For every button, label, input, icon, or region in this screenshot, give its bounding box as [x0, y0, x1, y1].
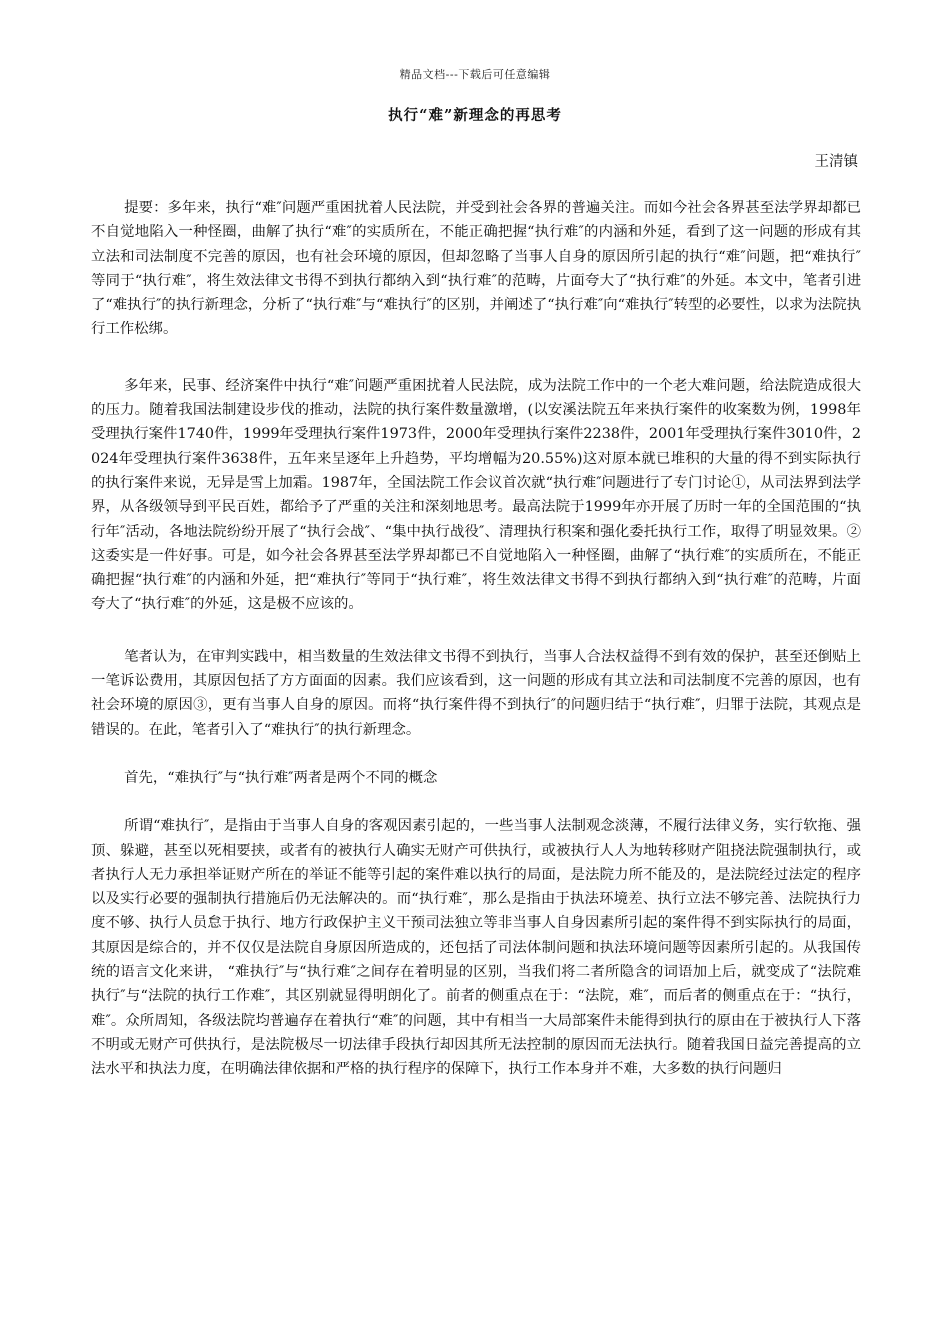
- body-paragraph: 所谓“难执行″，是指由于当事人自身的客观因素引起的，一些当事人法制观念淡薄，不履行法律义务，实行软拖、强顶、躲避，甚至以死相要挟，或者有的被执行人确实无财产可供执行，或被执行人人为地转移财产阻挠法院强制执行，或者执行人无力承担举证财产所在的举证不能等引起的案件难以执行的局面，是法院力所不能及的，是法院经过法定的程序以及实行必要的强制执行措施后仍无法解决的。而“执行难″，那么是指由于执法环境差、执行立法不够完善、法院执行力度不够、执行人员怠于执行、地方行政保护主义干预司法独立等非当事人自身因素所引起的案件得不到实际执行的局面，其原因是综合的，并不仅仅是法院自身原因所造成的，还包括了司法体制问题和执法环境问题等因素所引起的。从我国传统的语言文化来讲， “难执行″与“执行难″之间存在着明显的区别，当我们将二者所隐含的词语加上后，就变成了“法院难执行″与“法院的执行工作难″，其区别就显得明朗化了。前者的侧重点在于：“法院，难″，而后者的侧重点在于：“执行，难″。众所周知，各级法院均普遍存在着执行“难″的问题，其中有相当一大局部案件未能得到执行的原由在于被执行人下落不明或无财产可供执行，是法院极尽一切法律手段执行却因其所无法控制的原因而无法执行。随着我国日益完善提高的立法水平和执法力度，在明确法律依据和严格的执行程序的保障下，执行工作本身并不难，大多数的执行问题归: [91, 818, 861, 1078]
- document-title: 执行“难”新理念的再思考: [388, 107, 562, 124]
- section-heading-paragraph: 首先，“难执行″与“执行难″两者是两个不同的概念: [124, 769, 438, 786]
- body-paragraph: 多年来，民事、经济案件中执行“难″问题严重困扰着人民法院，成为法院工作中的一个老大难问题，给法院造成很大的压力。随着我国法制建设步伐的推动，法院的执行案件数量激增，(以安溪法院五年来执行案件的收案数为例，1998年受理执行案件1740件，1999年受理执行案件1973件，2000年受理执行案件2238件，2001年受理执行案件3010件，2024年受理执行案件3638件，五年来呈逐年上升趋势，平均增幅为20.55%)这对原本就已堆积的大量的得不到实际执行的执行案件来说，无异是雪上加霜。1987年，全国法院工作会议首次就“执行难″问题进行了专门讨论①，从司法界到法学界，从各级领导到平民百姓，都给予了严重的关注和深刻地思考。最高法院于1999年亦开展了历时一年的全国范围的“执行年″活动，各地法院纷纷开展了“执行会战″、“集中执行战役″、清理执行积案和强化委托执行工作，取得了明显效果。②这委实是一件好事。可是，如今社会各界甚至法学界却都已不自觉地陷入一种怪圈，曲解了“执行难″的实质所在，不能正确把握“执行难″的内涵和外延，把“难执行″等同于“执行难″，将生效法律文书得不到执行都纳入到“执行难″的范畴，片面夸大了“执行难″的外延，这是极不应该的。: [91, 377, 861, 613]
- header-note: 精品文档---下载后可任意编辑: [399, 68, 551, 81]
- body-paragraph: 笔者认为，在审判实践中，相当数量的生效法律文书得不到执行，当事人合法权益得不到有效的保护，甚至还倒贴上一笔诉讼费用，其原因包括了方方面面的因素。我们应该看到，这一问题的形成有其立法和司法制度不完善的原因，也有社会环境的原因③，更有当事人自身的原因。而将“执行案件得不到执行″的问题归结于“执行难″，归罪于法院，其观点是错误的。在此，笔者引入了“难执行″的执行新理念。: [91, 648, 861, 738]
- abstract-paragraph: 提要：多年来，执行“难″问题严重困扰着人民法院，并受到社会各界的普遍关注。而如今社会各界甚至法学界却都已不自觉地陷入一种怪圈，曲解了执行“难″的实质所在，不能正确把握“执行难″的内涵和外延，看到了这一问题的形成有其立法和司法制度不完善的原因，也有社会环境的原因，但却忽略了当事人自身的原因所引起的执行“难″问题，把“难执行″等同于“执行难″，将生效法律文书得不到执行都纳入到“执行难″的范畴，片面夸大了“执行难″的外延。本文中，笔者引进了“难执行″的执行新理念，分析了“执行难″与“难执行″的区别，并阐述了“执行难″向“难执行″转型的必要性，以求为法院执行工作松绑。: [91, 200, 861, 338]
- document-author: 王清镇: [814, 154, 858, 170]
- document-body: [91, 196, 861, 1106]
